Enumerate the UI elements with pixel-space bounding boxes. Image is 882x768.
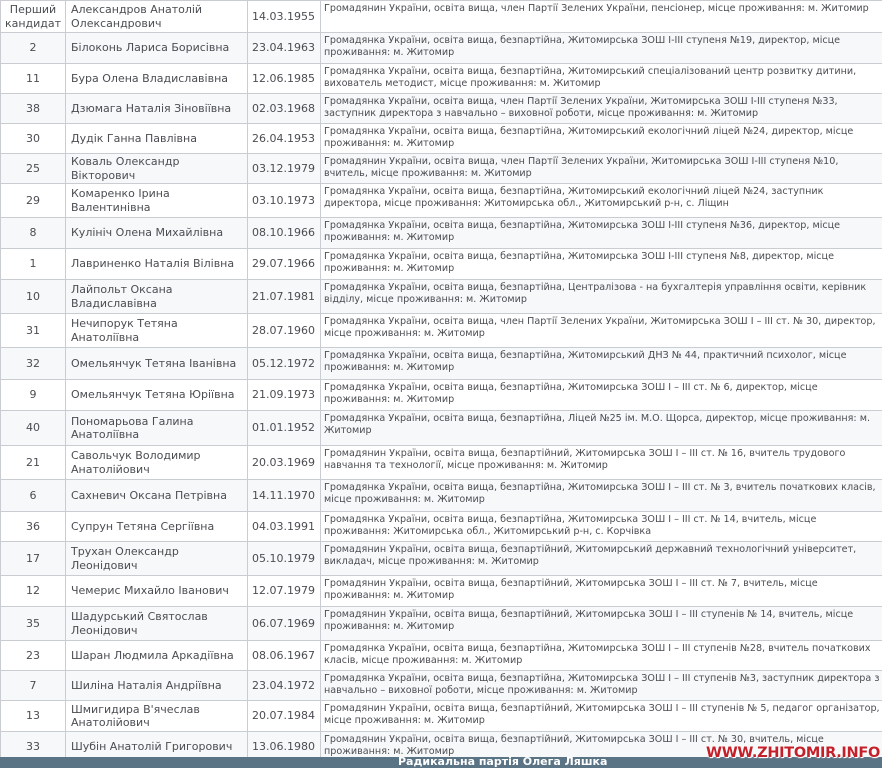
- candidate-info: Громадянин України, освіта вища, безпартійний, Житомирська ЗОШ І – ІІІ ступенів № 5, педагог організатор, місце проживання: м. Житомир: [321, 701, 882, 732]
- site-watermark: WWW.ZHITOMIR.INFO: [706, 745, 880, 761]
- table-row: [1, 411, 882, 446]
- candidate-number: 23: [1, 641, 66, 671]
- candidate-number: 13: [1, 701, 66, 732]
- table-row: [1, 184, 882, 218]
- table-row: [1, 94, 882, 124]
- candidate-name: Коваль Олександр Вікторович: [66, 154, 248, 184]
- candidate-name: Нечипорук Тетяна Анатоліївна: [66, 314, 248, 348]
- candidate-number: 12: [1, 576, 66, 607]
- birth-date: 14.11.1970: [248, 480, 321, 512]
- birth-date: 12.06.1985: [248, 64, 321, 94]
- candidate-name: Шаран Людмила Аркадіївна: [66, 641, 248, 671]
- candidate-name: Александров Анатолій Олександрович: [66, 1, 248, 33]
- birth-date: 05.10.1979: [248, 542, 321, 576]
- candidate-name: Омельянчук Тетяна Іванівна: [66, 348, 248, 380]
- candidate-name: Дудік Ганна Павлівна: [66, 124, 248, 154]
- candidate-info: Громадянин України, освіта вища, безпартійний, Житомирський державний технологічний університет, викладач, місце проживання: м. Житомир: [321, 542, 882, 576]
- birth-date: 14.03.1955: [248, 1, 321, 33]
- candidate-number: 10: [1, 280, 66, 314]
- birth-date: 04.03.1991: [248, 512, 321, 542]
- candidate-info: Громадянка України, освіта вища, безпартійна, Житомирська ЗОШ І-ІІІ ступеня №8, директор, місце проживання: м. Житомир: [321, 249, 882, 280]
- candidate-info: Громадянка України, освіта вища, член Партії Зелених України, Житомирська ЗОШ І-ІІІ ступеня №33, заступник директора з навчально – виховної роботи, місце проживання: м. Житомир: [321, 94, 882, 124]
- table-row: [1, 380, 882, 411]
- table-row: [1, 314, 882, 348]
- table-row: [1, 124, 882, 154]
- birth-date: 28.07.1960: [248, 314, 321, 348]
- candidates-table-body: [1, 1, 882, 763]
- candidate-number: 31: [1, 314, 66, 348]
- candidate-name: Шадурський Святослав Леонідович: [66, 607, 248, 641]
- candidate-number: 33: [1, 732, 66, 763]
- table-row: [1, 480, 882, 512]
- candidate-number: 25: [1, 154, 66, 184]
- candidate-number: 1: [1, 249, 66, 280]
- birth-date: 20.07.1984: [248, 701, 321, 732]
- candidate-number: 38: [1, 94, 66, 124]
- candidate-number: 36: [1, 512, 66, 542]
- candidate-name: Шмигидира В'ячеслав Анатолійович: [66, 701, 248, 732]
- table-row: [1, 641, 882, 671]
- candidate-info: Громадянка України, освіта вища, безпартійна, Житомирська ЗОШ І-ІІІ ступеня №36, директор, місце проживання: м. Житомир: [321, 218, 882, 249]
- candidate-number: 30: [1, 124, 66, 154]
- candidate-number: 8: [1, 218, 66, 249]
- party-header-text: Радикальна партія Олега Ляшка: [398, 757, 608, 768]
- candidate-info: Громадянин України, освіта вища, член Партії Зелених України, пенсіонер, місце проживання: м. Житомир: [321, 1, 882, 33]
- candidate-name: Супрун Тетяна Сергіївна: [66, 512, 248, 542]
- candidate-info: Громадянка України, освіта вища, безпартійна, Централізова - на бухгалтерія управління освіти, керівник відділу, місце проживання: м. Житомир: [321, 280, 882, 314]
- candidate-number: 21: [1, 446, 66, 480]
- table-row: [1, 446, 882, 480]
- birth-date: 05.12.1972: [248, 348, 321, 380]
- birth-date: 13.06.1980: [248, 732, 321, 763]
- birth-date: 03.10.1973: [248, 184, 321, 218]
- birth-date: 23.04.1972: [248, 671, 321, 701]
- candidate-name: Білоконь Лариса Борисівна: [66, 33, 248, 64]
- candidate-info: Громадянка України, освіта вища, безпартійна, Житомирська ЗОШ І-ІІІ ступеня №19, директор, місце проживання: м. Житомир: [321, 33, 882, 64]
- birth-date: 21.07.1981: [248, 280, 321, 314]
- candidate-name: Дзюмага Наталія Зіновіївна: [66, 94, 248, 124]
- candidate-info: Громадянин України, освіта вища, безпартійний, Житомирська ЗОШ І – ІІІ ст. № 7, вчитель, місце проживання: м. Житомир: [321, 576, 882, 607]
- table-row: [1, 701, 882, 732]
- candidate-info: Громадянка України, освіта вища, безпартійна, Житомирський спеціалізований центр розвитку дитини, вихователь методист, місце проживання: м. Житомир: [321, 64, 882, 94]
- candidate-number: 11: [1, 64, 66, 94]
- birth-date: 26.04.1953: [248, 124, 321, 154]
- table-row: [1, 576, 882, 607]
- candidate-number: 7: [1, 671, 66, 701]
- table-row: [1, 607, 882, 641]
- candidate-number: 40: [1, 411, 66, 446]
- table-row: [1, 348, 882, 380]
- candidate-name: Савольчук Володимир Анатолійович: [66, 446, 248, 480]
- candidate-info: Громадянин України, освіта вища, безпартійний, Житомирська ЗОШ І – ІІІ ст. № 16, вчитель трудового навчання та технології, місце проживання: м. Житомир: [321, 446, 882, 480]
- candidate-info: Громадянка України, освіта вища, член Партії Зелених України, Житомирська ЗОШ І – ІІІ ст. № 30, директор, місце проживання: м. Житомир: [321, 314, 882, 348]
- candidate-number: 29: [1, 184, 66, 218]
- candidate-number: 2: [1, 33, 66, 64]
- candidate-info: Громадянка України, освіта вища, безпартійна, Житомирський екологічний ліцей №24, директор, місце проживання: м. Житомир: [321, 124, 882, 154]
- birth-date: 03.12.1979: [248, 154, 321, 184]
- table-row: [1, 218, 882, 249]
- table-row: [1, 64, 882, 94]
- table-row: [1, 542, 882, 576]
- table-row: [1, 154, 882, 184]
- candidate-info: Громадянка України, освіта вища, безпартійна, Житомирський ДНЗ № 44, практичний психолог, місце проживання: м. Житомир: [321, 348, 882, 380]
- table-row: [1, 280, 882, 314]
- candidate-info: Громадянка України, освіта вища, безпартійна, Ліцей №25 ім. М.О. Щорса, директор, місце проживання: м. Житомир: [321, 411, 882, 446]
- birth-date: 02.03.1968: [248, 94, 321, 124]
- candidate-name: Лайпольт Оксана Владиславівна: [66, 280, 248, 314]
- table-row: [1, 33, 882, 64]
- birth-date: 06.07.1969: [248, 607, 321, 641]
- candidate-name: Кулініч Олена Михайлівна: [66, 218, 248, 249]
- table-row: [1, 249, 882, 280]
- candidate-number: 32: [1, 348, 66, 380]
- birth-date: 08.10.1966: [248, 218, 321, 249]
- candidate-info: Громадянин України, освіта вища, член Партії Зелених України, Житомирська ЗОШ І-ІІІ ступеня №10, вчитель, місце проживання: м. Житомир: [321, 154, 882, 184]
- birth-date: 20.03.1969: [248, 446, 321, 480]
- candidate-number: 35: [1, 607, 66, 641]
- candidate-name: Омельянчук Тетяна Юріївна: [66, 380, 248, 411]
- birth-date: 21.09.1973: [248, 380, 321, 411]
- candidate-info: Громадянка України, освіта вища, безпартійна, Житомирська ЗОШ І – ІІІ ст. № 3, вчитель початкових класів, місце проживання: м. Житомир: [321, 480, 882, 512]
- candidate-info: Громадянка України, освіта вища, безпартійна, Житомирська ЗОШ І – ІІІ ступенів №28, вчитель початкових класів, місце проживання: м. Житомир: [321, 641, 882, 671]
- candidate-name: Чемерис Михайло Іванович: [66, 576, 248, 607]
- candidate-name: Бура Олена Владиславівна: [66, 64, 248, 94]
- candidate-info: Громадянка України, освіта вища, безпартійна, Житомирська ЗОШ І – ІІІ ступенів №3, заступник директора з навчально – виховної роботи, місце проживання: м. Житомир: [321, 671, 882, 701]
- candidate-name: Сахневич Оксана Петрівна: [66, 480, 248, 512]
- birth-date: 23.04.1963: [248, 33, 321, 64]
- candidate-info: Громадянка України, освіта вища, безпартійна, Житомирська ЗОШ І – ІІІ ст. № 14, вчитель, місце проживання: Житомирська обл., Житомирський р-н, с. Корчівка: [321, 512, 882, 542]
- candidate-name: Шубін Анатолій Григорович: [66, 732, 248, 763]
- candidate-info: Громадянка України, освіта вища, безпартійна, Житомирський екологічний ліцей №24, заступник директора, місце проживання: Житомирська обл., Житомирський р-н, с. Ліщин: [321, 184, 882, 218]
- candidate-number: Перший кандидат: [1, 1, 66, 33]
- candidate-name: Пономарьова Галина Анатоліївна: [66, 411, 248, 446]
- table-row: [1, 512, 882, 542]
- table-row: [1, 671, 882, 701]
- birth-date: 01.01.1952: [248, 411, 321, 446]
- birth-date: 29.07.1966: [248, 249, 321, 280]
- birth-date: 08.06.1967: [248, 641, 321, 671]
- candidate-info: Громадянин України, освіта вища, безпартійний, Житомирська ЗОШ І – ІІІ ступенів № 14, вчитель, місце проживання: м. Житомир: [321, 607, 882, 641]
- candidate-number: 17: [1, 542, 66, 576]
- candidate-info: Громадянка України, освіта вища, безпартійна, Житомирська ЗОШ І – ІІІ ст. № 6, директор, місце проживання: м. Житомир: [321, 380, 882, 411]
- candidate-name: Комаренко Ірина Валентинівна: [66, 184, 248, 218]
- candidate-name: Трухан Олександр Леонідович: [66, 542, 248, 576]
- table-row: [1, 1, 882, 33]
- candidate-name: Шиліна Наталія Андріївна: [66, 671, 248, 701]
- candidate-number: 9: [1, 380, 66, 411]
- birth-date: 12.07.1979: [248, 576, 321, 607]
- candidate-number: 6: [1, 480, 66, 512]
- candidate-name: Лавриненко Наталія Вілівна: [66, 249, 248, 280]
- candidate-info: Громадянин України, освіта вища, безпартійний, Житомирська ЗОШ І – ІІІ ст. № 30, вчитель, місце проживання: м. Житомир: [321, 732, 882, 763]
